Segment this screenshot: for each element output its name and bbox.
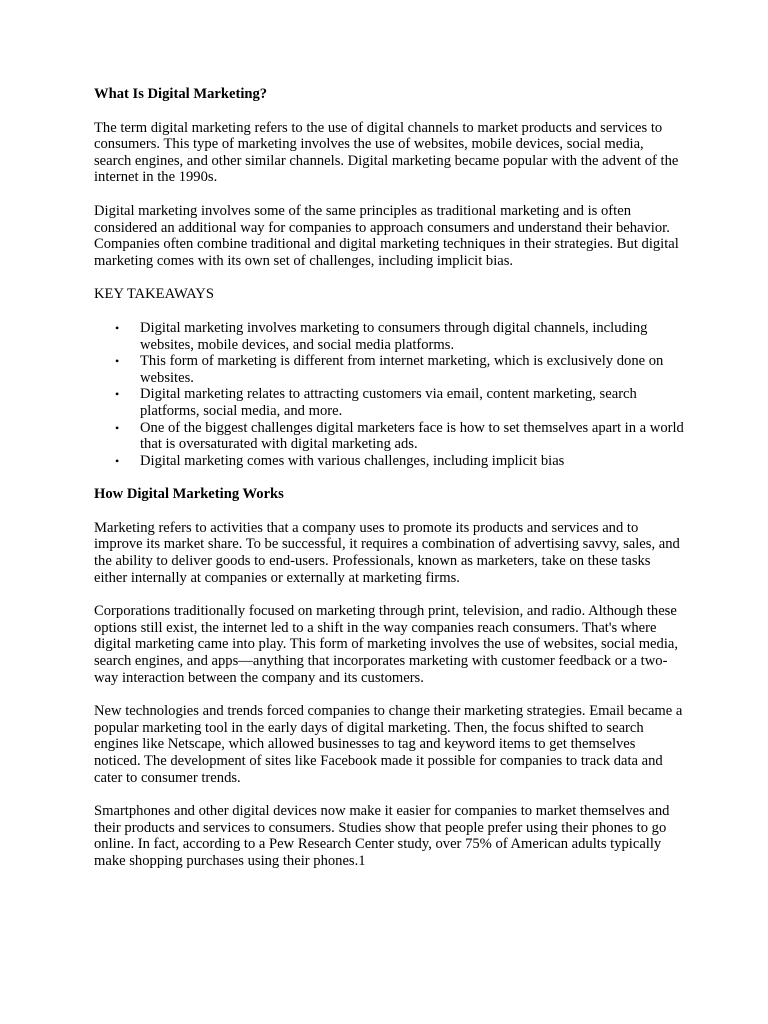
spacer xyxy=(94,786,684,803)
list-item xyxy=(115,419,684,453)
spacer xyxy=(94,103,684,120)
key-takeaways-list xyxy=(94,320,684,469)
footnote-reference: 1 xyxy=(358,852,366,869)
paragraph-marketing-definition: Marketing refers to activities that a company uses to promote its products and services and to improve its market share. To be successful, it requires a combination of advertising savvy, sales, and the ability to deliver goods to end-users. Professionals, known as marketers, take on these tasks either internally at companies or externally at marketing firms. xyxy=(94,519,680,586)
spacer xyxy=(94,303,684,320)
key-takeaways-label: KEY TAKEAWAYS xyxy=(94,286,214,303)
list-item xyxy=(115,319,684,353)
list-item-text: Digital marketing comes with various challenges, including implicit bias xyxy=(140,452,565,469)
bullet-icon: • xyxy=(115,320,120,335)
paragraph-traditional-channels: Corporations traditionally focused on marketing through print, television, and radio. Although these options still exist, the internet led to a shift in the way companies reach consumers. That's where digital marketing came into play. This form of marketing involves the use of websites, social media, search engines, and apps—anything that incorporates marketing with customer feedback or a two-way interaction between the company and its customers. xyxy=(94,603,679,686)
list-item xyxy=(115,452,684,470)
list-item-text: One of the biggest challenges digital marketers face is how to set themselves apart in a world that is oversaturated with digital marketing ads. xyxy=(140,419,684,453)
bullet-icon: • xyxy=(115,420,120,435)
list-item xyxy=(115,386,684,419)
list-item xyxy=(115,353,684,386)
list-item-text: Digital marketing involves marketing to consumers through digital channels, including websites, mobile devices, and social media platforms. xyxy=(140,319,648,353)
paragraph-smartphones-text: Smartphones and other digital devices now make it easier for companies to market themselves and their products and services to consumers. Studies show that people prefer using their phones to go online. In fact, according to a Pew Research Center study, over 75% of American adults typically make shopping purchases using their phones. xyxy=(94,803,670,869)
paragraph-principles: Digital marketing involves some of the same principles as traditional marketing and is often considered an additional way for companies to approach consumers and understand their behavior. Companies often combine traditional and digital marketing techniques in their strategies. But digital marketing comes with its own set of challenges, including implicit bias. xyxy=(94,202,679,269)
bullet-icon: • xyxy=(115,453,120,468)
list-item-text: Digital marketing relates to attracting customers via email, content marketing, search platforms, social media, and more. xyxy=(140,386,637,419)
paragraph-definition: The term digital marketing refers to the use of digital channels to market products and services to consumers. This type of marketing involves the use of websites, mobile devices, social media, search engines, and other similar channels. Digital marketing became popular with the advent of the internet in the 1990s. xyxy=(94,119,679,186)
spacer xyxy=(94,586,684,603)
section-heading-how-it-works: How Digital Marketing Works xyxy=(94,486,284,503)
spacer xyxy=(94,686,684,703)
spacer xyxy=(94,186,684,203)
document-page xyxy=(94,86,684,870)
list-item-text: This form of marketing is different from internet marketing, which is exclusively done on websites. xyxy=(140,353,664,386)
spacer xyxy=(94,269,684,286)
paragraph-smartphones xyxy=(94,803,684,869)
bullet-icon: • xyxy=(115,387,120,402)
bullet-icon: • xyxy=(115,354,120,369)
spacer xyxy=(94,469,684,486)
spacer xyxy=(94,503,684,520)
section-heading-what-is: What Is Digital Marketing? xyxy=(94,86,268,102)
paragraph-new-technologies: New technologies and trends forced companies to change their marketing strategies. Email became a popular marketing tool in the early days of digital marketing. Then, the focus shifted to search engines like Netscape, which allowed businesses to tag and keyword items to get themselves noticed. The development of sites like Facebook made it possible for companies to track data and cater to consumer trends. xyxy=(94,703,683,786)
